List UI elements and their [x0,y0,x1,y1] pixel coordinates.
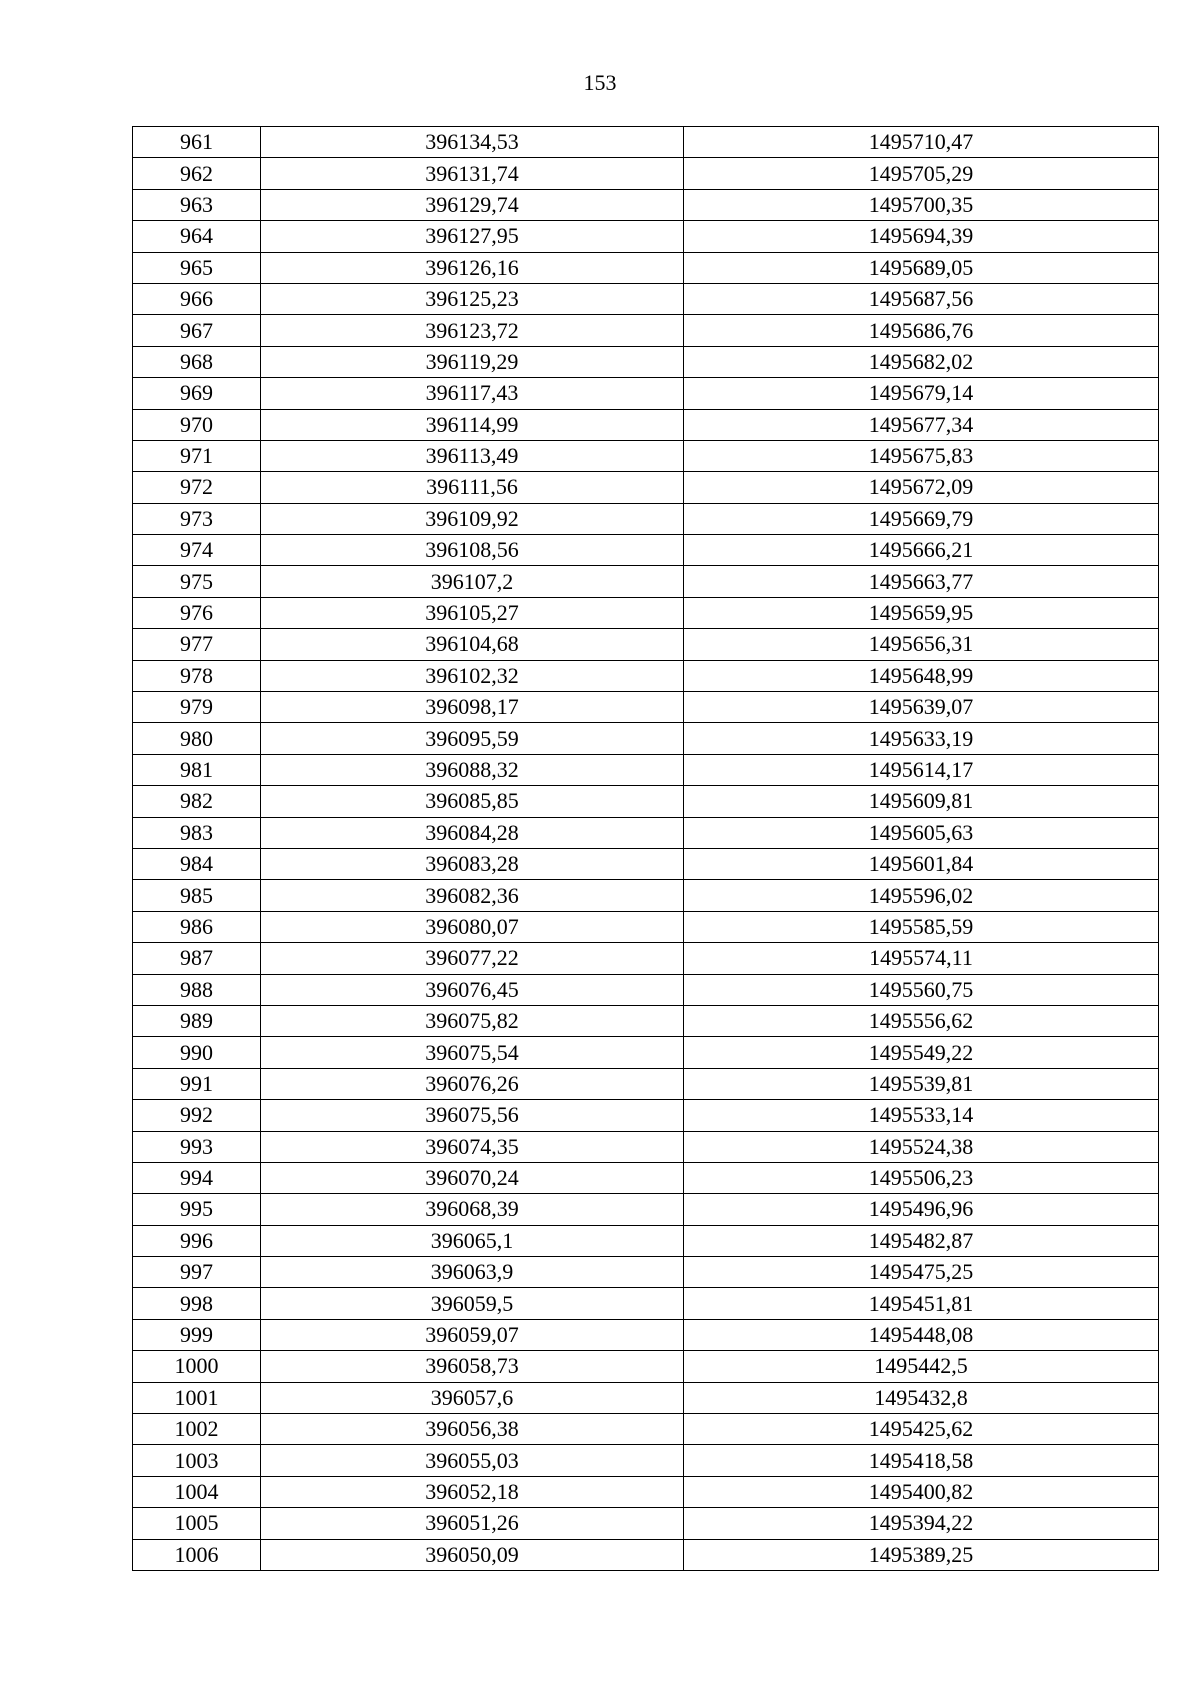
table-row [133,1131,1159,1162]
point-number-cell: 973 [133,503,261,534]
x-coordinate-cell: 396125,23 [261,283,684,314]
y-coordinate-cell: 1495675,83 [684,440,1159,471]
y-coordinate-cell: 1495418,58 [684,1445,1159,1476]
y-coordinate-cell: 1495633,19 [684,723,1159,754]
point-number-cell: 998 [133,1288,261,1319]
y-coordinate-cell: 1495663,77 [684,566,1159,597]
x-coordinate-cell: 396052,18 [261,1476,684,1507]
table-row [133,1194,1159,1225]
point-number-cell: 990 [133,1037,261,1068]
y-coordinate-cell: 1495601,84 [684,848,1159,879]
table-row [133,1414,1159,1445]
table-body [133,127,1159,1571]
x-coordinate-cell: 396119,29 [261,346,684,377]
point-number-cell: 981 [133,754,261,785]
x-coordinate-cell: 396051,26 [261,1508,684,1539]
point-number-cell: 963 [133,189,261,220]
point-number-cell: 988 [133,974,261,1005]
x-coordinate-cell: 396063,9 [261,1257,684,1288]
table-row [133,346,1159,377]
x-coordinate-cell: 396075,56 [261,1100,684,1131]
x-coordinate-cell: 396075,54 [261,1037,684,1068]
x-coordinate-cell: 396055,03 [261,1445,684,1476]
table-row [133,283,1159,314]
y-coordinate-cell: 1495648,99 [684,660,1159,691]
point-number-cell: 992 [133,1100,261,1131]
point-number-cell: 964 [133,221,261,252]
x-coordinate-cell: 396065,1 [261,1225,684,1256]
table-row [133,1382,1159,1413]
table-row [133,1539,1159,1570]
y-coordinate-cell: 1495596,02 [684,880,1159,911]
y-coordinate-cell: 1495482,87 [684,1225,1159,1256]
table-row [133,1319,1159,1350]
y-coordinate-cell: 1495687,56 [684,283,1159,314]
point-number-cell: 997 [133,1257,261,1288]
y-coordinate-cell: 1495656,31 [684,629,1159,660]
point-number-cell: 961 [133,127,261,158]
table-row [133,535,1159,566]
x-coordinate-cell: 396059,5 [261,1288,684,1319]
y-coordinate-cell: 1495496,96 [684,1194,1159,1225]
table-row [133,629,1159,660]
point-number-cell: 986 [133,911,261,942]
x-coordinate-cell: 396104,68 [261,629,684,660]
table-row [133,315,1159,346]
x-coordinate-cell: 396088,32 [261,754,684,785]
x-coordinate-cell: 396109,92 [261,503,684,534]
table-row [133,1068,1159,1099]
y-coordinate-cell: 1495451,81 [684,1288,1159,1319]
y-coordinate-cell: 1495533,14 [684,1100,1159,1131]
x-coordinate-cell: 396058,73 [261,1351,684,1382]
y-coordinate-cell: 1495442,5 [684,1351,1159,1382]
x-coordinate-cell: 396111,56 [261,472,684,503]
point-number-cell: 972 [133,472,261,503]
x-coordinate-cell: 396059,07 [261,1319,684,1350]
point-number-cell: 1003 [133,1445,261,1476]
point-number-cell: 996 [133,1225,261,1256]
point-number-cell: 975 [133,566,261,597]
y-coordinate-cell: 1495560,75 [684,974,1159,1005]
point-number-cell: 976 [133,597,261,628]
y-coordinate-cell: 1495539,81 [684,1068,1159,1099]
y-coordinate-cell: 1495659,95 [684,597,1159,628]
y-coordinate-cell: 1495639,07 [684,692,1159,723]
point-number-cell: 1001 [133,1382,261,1413]
point-number-cell: 995 [133,1194,261,1225]
point-number-cell: 1005 [133,1508,261,1539]
x-coordinate-cell: 396085,85 [261,786,684,817]
x-coordinate-cell: 396074,35 [261,1131,684,1162]
x-coordinate-cell: 396117,43 [261,378,684,409]
table-row [133,974,1159,1005]
point-number-cell: 1004 [133,1476,261,1507]
y-coordinate-cell: 1495672,09 [684,472,1159,503]
x-coordinate-cell: 396107,2 [261,566,684,597]
y-coordinate-cell: 1495389,25 [684,1539,1159,1570]
y-coordinate-cell: 1495475,25 [684,1257,1159,1288]
table-row [133,1508,1159,1539]
x-coordinate-cell: 396070,24 [261,1162,684,1193]
point-number-cell: 1002 [133,1414,261,1445]
x-coordinate-cell: 396080,07 [261,911,684,942]
y-coordinate-cell: 1495694,39 [684,221,1159,252]
y-coordinate-cell: 1495605,63 [684,817,1159,848]
point-number-cell: 980 [133,723,261,754]
point-number-cell: 977 [133,629,261,660]
y-coordinate-cell: 1495524,38 [684,1131,1159,1162]
x-coordinate-cell: 396127,95 [261,221,684,252]
y-coordinate-cell: 1495394,22 [684,1508,1159,1539]
x-coordinate-cell: 396113,49 [261,440,684,471]
x-coordinate-cell: 396084,28 [261,817,684,848]
x-coordinate-cell: 396134,53 [261,127,684,158]
x-coordinate-cell: 396076,26 [261,1068,684,1099]
x-coordinate-cell: 396123,72 [261,315,684,346]
x-coordinate-cell: 396129,74 [261,189,684,220]
table-row [133,472,1159,503]
point-number-cell: 968 [133,346,261,377]
point-number-cell: 971 [133,440,261,471]
table-row [133,1162,1159,1193]
y-coordinate-cell: 1495585,59 [684,911,1159,942]
table-row [133,754,1159,785]
x-coordinate-cell: 396108,56 [261,535,684,566]
y-coordinate-cell: 1495679,14 [684,378,1159,409]
point-number-cell: 978 [133,660,261,691]
table-row [133,943,1159,974]
table-row [133,692,1159,723]
y-coordinate-cell: 1495682,02 [684,346,1159,377]
table-row [133,660,1159,691]
point-number-cell: 987 [133,943,261,974]
point-number-cell: 991 [133,1068,261,1099]
point-number-cell: 984 [133,848,261,879]
y-coordinate-cell: 1495506,23 [684,1162,1159,1193]
table-row [133,221,1159,252]
x-coordinate-cell: 396057,6 [261,1382,684,1413]
y-coordinate-cell: 1495669,79 [684,503,1159,534]
point-number-cell: 966 [133,283,261,314]
table-row [133,189,1159,220]
y-coordinate-cell: 1495614,17 [684,754,1159,785]
x-coordinate-cell: 396131,74 [261,158,684,189]
table-row [133,911,1159,942]
x-coordinate-cell: 396076,45 [261,974,684,1005]
point-number-cell: 970 [133,409,261,440]
table-row [133,252,1159,283]
table-row [133,597,1159,628]
table-row [133,1100,1159,1131]
y-coordinate-cell: 1495666,21 [684,535,1159,566]
x-coordinate-cell: 396050,09 [261,1539,684,1570]
table-row [133,786,1159,817]
table-row [133,127,1159,158]
table-row [133,158,1159,189]
y-coordinate-cell: 1495549,22 [684,1037,1159,1068]
point-number-cell: 982 [133,786,261,817]
table-row [133,1445,1159,1476]
y-coordinate-cell: 1495432,8 [684,1382,1159,1413]
y-coordinate-cell: 1495686,76 [684,315,1159,346]
table-row [133,440,1159,471]
point-number-cell: 985 [133,880,261,911]
point-number-cell: 989 [133,1005,261,1036]
point-number-cell: 1000 [133,1351,261,1382]
point-number-cell: 974 [133,535,261,566]
point-number-cell: 993 [133,1131,261,1162]
table-row [133,848,1159,879]
y-coordinate-cell: 1495609,81 [684,786,1159,817]
y-coordinate-cell: 1495700,35 [684,189,1159,220]
point-number-cell: 967 [133,315,261,346]
coordinates-table [132,126,1159,1571]
table-row [133,503,1159,534]
table-row [133,1257,1159,1288]
x-coordinate-cell: 396082,36 [261,880,684,911]
x-coordinate-cell: 396114,99 [261,409,684,440]
y-coordinate-cell: 1495425,62 [684,1414,1159,1445]
y-coordinate-cell: 1495400,82 [684,1476,1159,1507]
x-coordinate-cell: 396095,59 [261,723,684,754]
point-number-cell: 1006 [133,1539,261,1570]
table-row [133,378,1159,409]
x-coordinate-cell: 396102,32 [261,660,684,691]
y-coordinate-cell: 1495677,34 [684,409,1159,440]
x-coordinate-cell: 396068,39 [261,1194,684,1225]
x-coordinate-cell: 396126,16 [261,252,684,283]
point-number-cell: 994 [133,1162,261,1193]
page-number: 153 [583,70,617,95]
table-row [133,817,1159,848]
table-row [133,1476,1159,1507]
table-row [133,566,1159,597]
y-coordinate-cell: 1495689,05 [684,252,1159,283]
x-coordinate-cell: 396056,38 [261,1414,684,1445]
x-coordinate-cell: 396075,82 [261,1005,684,1036]
table-row [133,1005,1159,1036]
table-row [133,1351,1159,1382]
y-coordinate-cell: 1495574,11 [684,943,1159,974]
table-row [133,1037,1159,1068]
table-row [133,880,1159,911]
y-coordinate-cell: 1495710,47 [684,127,1159,158]
x-coordinate-cell: 396105,27 [261,597,684,628]
point-number-cell: 969 [133,378,261,409]
point-number-cell: 983 [133,817,261,848]
table-row [133,1225,1159,1256]
x-coordinate-cell: 396098,17 [261,692,684,723]
point-number-cell: 999 [133,1319,261,1350]
y-coordinate-cell: 1495556,62 [684,1005,1159,1036]
point-number-cell: 965 [133,252,261,283]
table-row [133,1288,1159,1319]
x-coordinate-cell: 396077,22 [261,943,684,974]
point-number-cell: 962 [133,158,261,189]
point-number-cell: 979 [133,692,261,723]
x-coordinate-cell: 396083,28 [261,848,684,879]
table-row [133,409,1159,440]
table-row [133,723,1159,754]
y-coordinate-cell: 1495448,08 [684,1319,1159,1350]
y-coordinate-cell: 1495705,29 [684,158,1159,189]
